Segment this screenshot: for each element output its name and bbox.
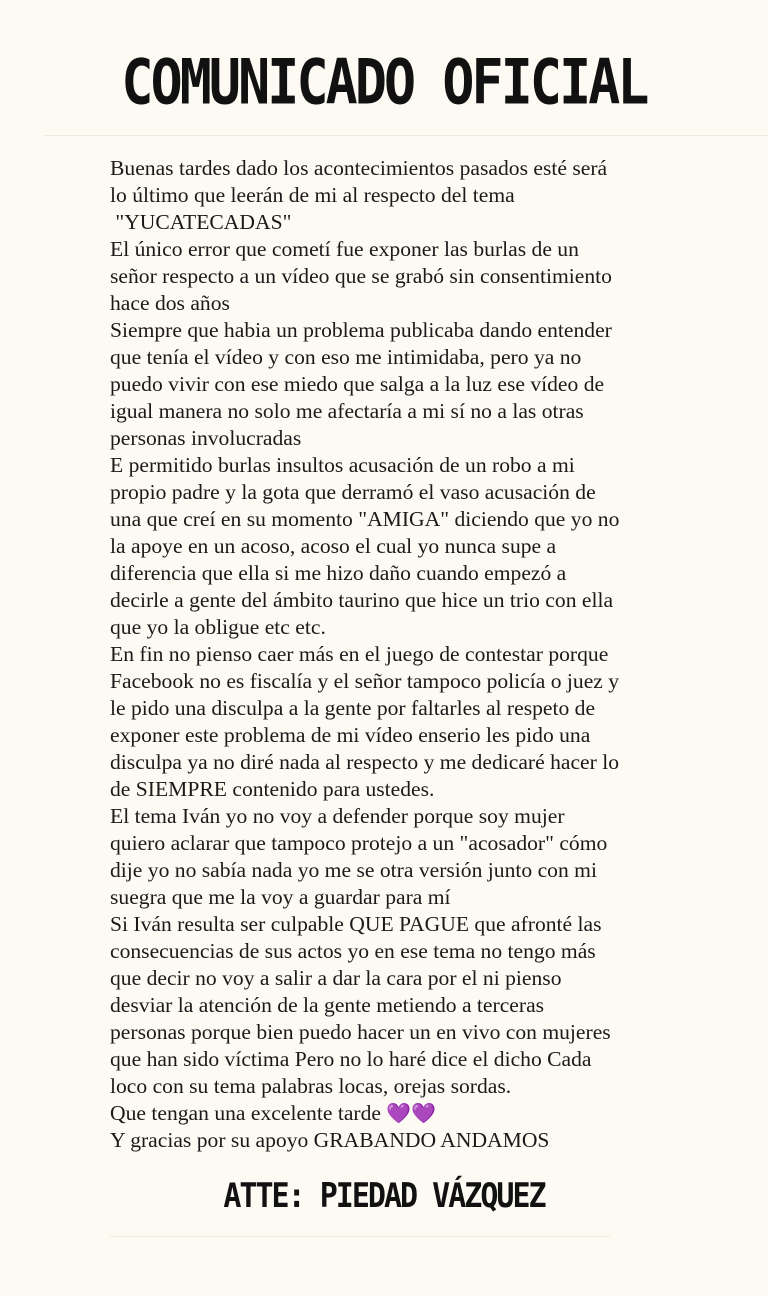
body-line: suegra que me la voy a guardar para mí [110,885,451,909]
body-line: Si Iván resulta ser culpable QUE PAGUE que afronté las [110,912,602,936]
document-title: COMUNICADO OFICIAL [121,46,647,120]
body-line: que decir no voy a salir a dar la cara por el ni pienso [110,966,562,990]
body-line: lo último que leerán de mi al respecto del tema [110,183,515,207]
purple-hearts-icon: 💜💜 [386,1101,437,1125]
body-line: puedo vivir con ese miedo que salga a la luz ese vídeo de [110,372,605,396]
body-line: disculpa ya no diré nada al respecto y me dedicaré hacer lo [110,750,620,774]
body-line: la apoye en un acoso, acoso el cual yo nunca supe a [110,534,557,558]
body-line: señor respecto a un vídeo que se grabó sin consentimiento [110,264,612,288]
body-line: diferencia que ella si me hizo daño cuando empezó a [110,561,567,585]
body-line: personas involucradas [110,426,302,450]
body-line: Siempre que habia un problema publicaba dando entender [110,318,612,342]
body-line: E permitido burlas insultos acusación de un robo a mi [110,453,575,477]
body-line: loco con su tema palabras locas, orejas sordas. [110,1074,512,1098]
body-line: Buenas tardes dado los acontecimientos pasados esté será [110,156,608,180]
body-line: personas porque bien puedo hacer un en vivo con mujeres [110,1020,611,1044]
top-divider [44,135,768,136]
closing-line: Y gracias por su apoyo GRABANDO ANDAMOS [110,1128,550,1152]
bottom-divider [110,1236,610,1237]
body-line: una que creí en su momento "AMIGA" diciendo que yo no [110,507,620,531]
body-line: "YUCATECADAS" [110,210,292,234]
body-line: dije yo no sabía nada yo me se otra versión junto con mi [110,858,597,882]
body-line: desviar la atención de la gente metiendo a terceras [110,993,545,1017]
body-line: hace dos años [110,291,230,315]
farewell-text: Que tengan una excelente tarde [110,1101,381,1125]
body-line: que han sido víctima Pero no lo haré dice el dicho Cada [110,1047,592,1071]
body-line: exponer este problema de mi vídeo enserio les pido una [110,723,591,747]
body-line: igual manera no solo me afectaría a mi sí no a las otras [110,399,584,423]
statement-body [110,155,670,1154]
body-line: El único error que cometí fue exponer las burlas de un [110,237,579,261]
farewell-line [110,1100,670,1127]
body-line: El tema Iván yo no voy a defender porque soy mujer [110,804,565,828]
body-line: Facebook no es fiscalía y el señor tampoco policía o juez y [110,669,620,693]
body-line: le pido una disculpa a la gente por faltarles al respeto de [110,696,596,720]
body-line: que yo la obligue etc etc. [110,615,326,639]
body-line: consecuencias de sus actos yo en ese tema no tengo más [110,939,596,963]
body-line: de SIEMPRE contenido para ustedes. [110,777,435,801]
signature: ATTE: PIEDAD VÁZQUEZ [223,1176,545,1216]
body-line: decirle a gente del ámbito taurino que hice un trio con ella [110,588,614,612]
body-line: que tenía el vídeo y con eso me intimidaba, pero ya no [110,345,582,369]
body-line: En fin no pienso caer más en el juego de contestar porque [110,642,609,666]
body-line: propio padre y la gota que derramó el vaso acusación de [110,480,596,504]
body-line: quiero aclarar que tampoco protejo a un "acosador" cómo [110,831,608,855]
